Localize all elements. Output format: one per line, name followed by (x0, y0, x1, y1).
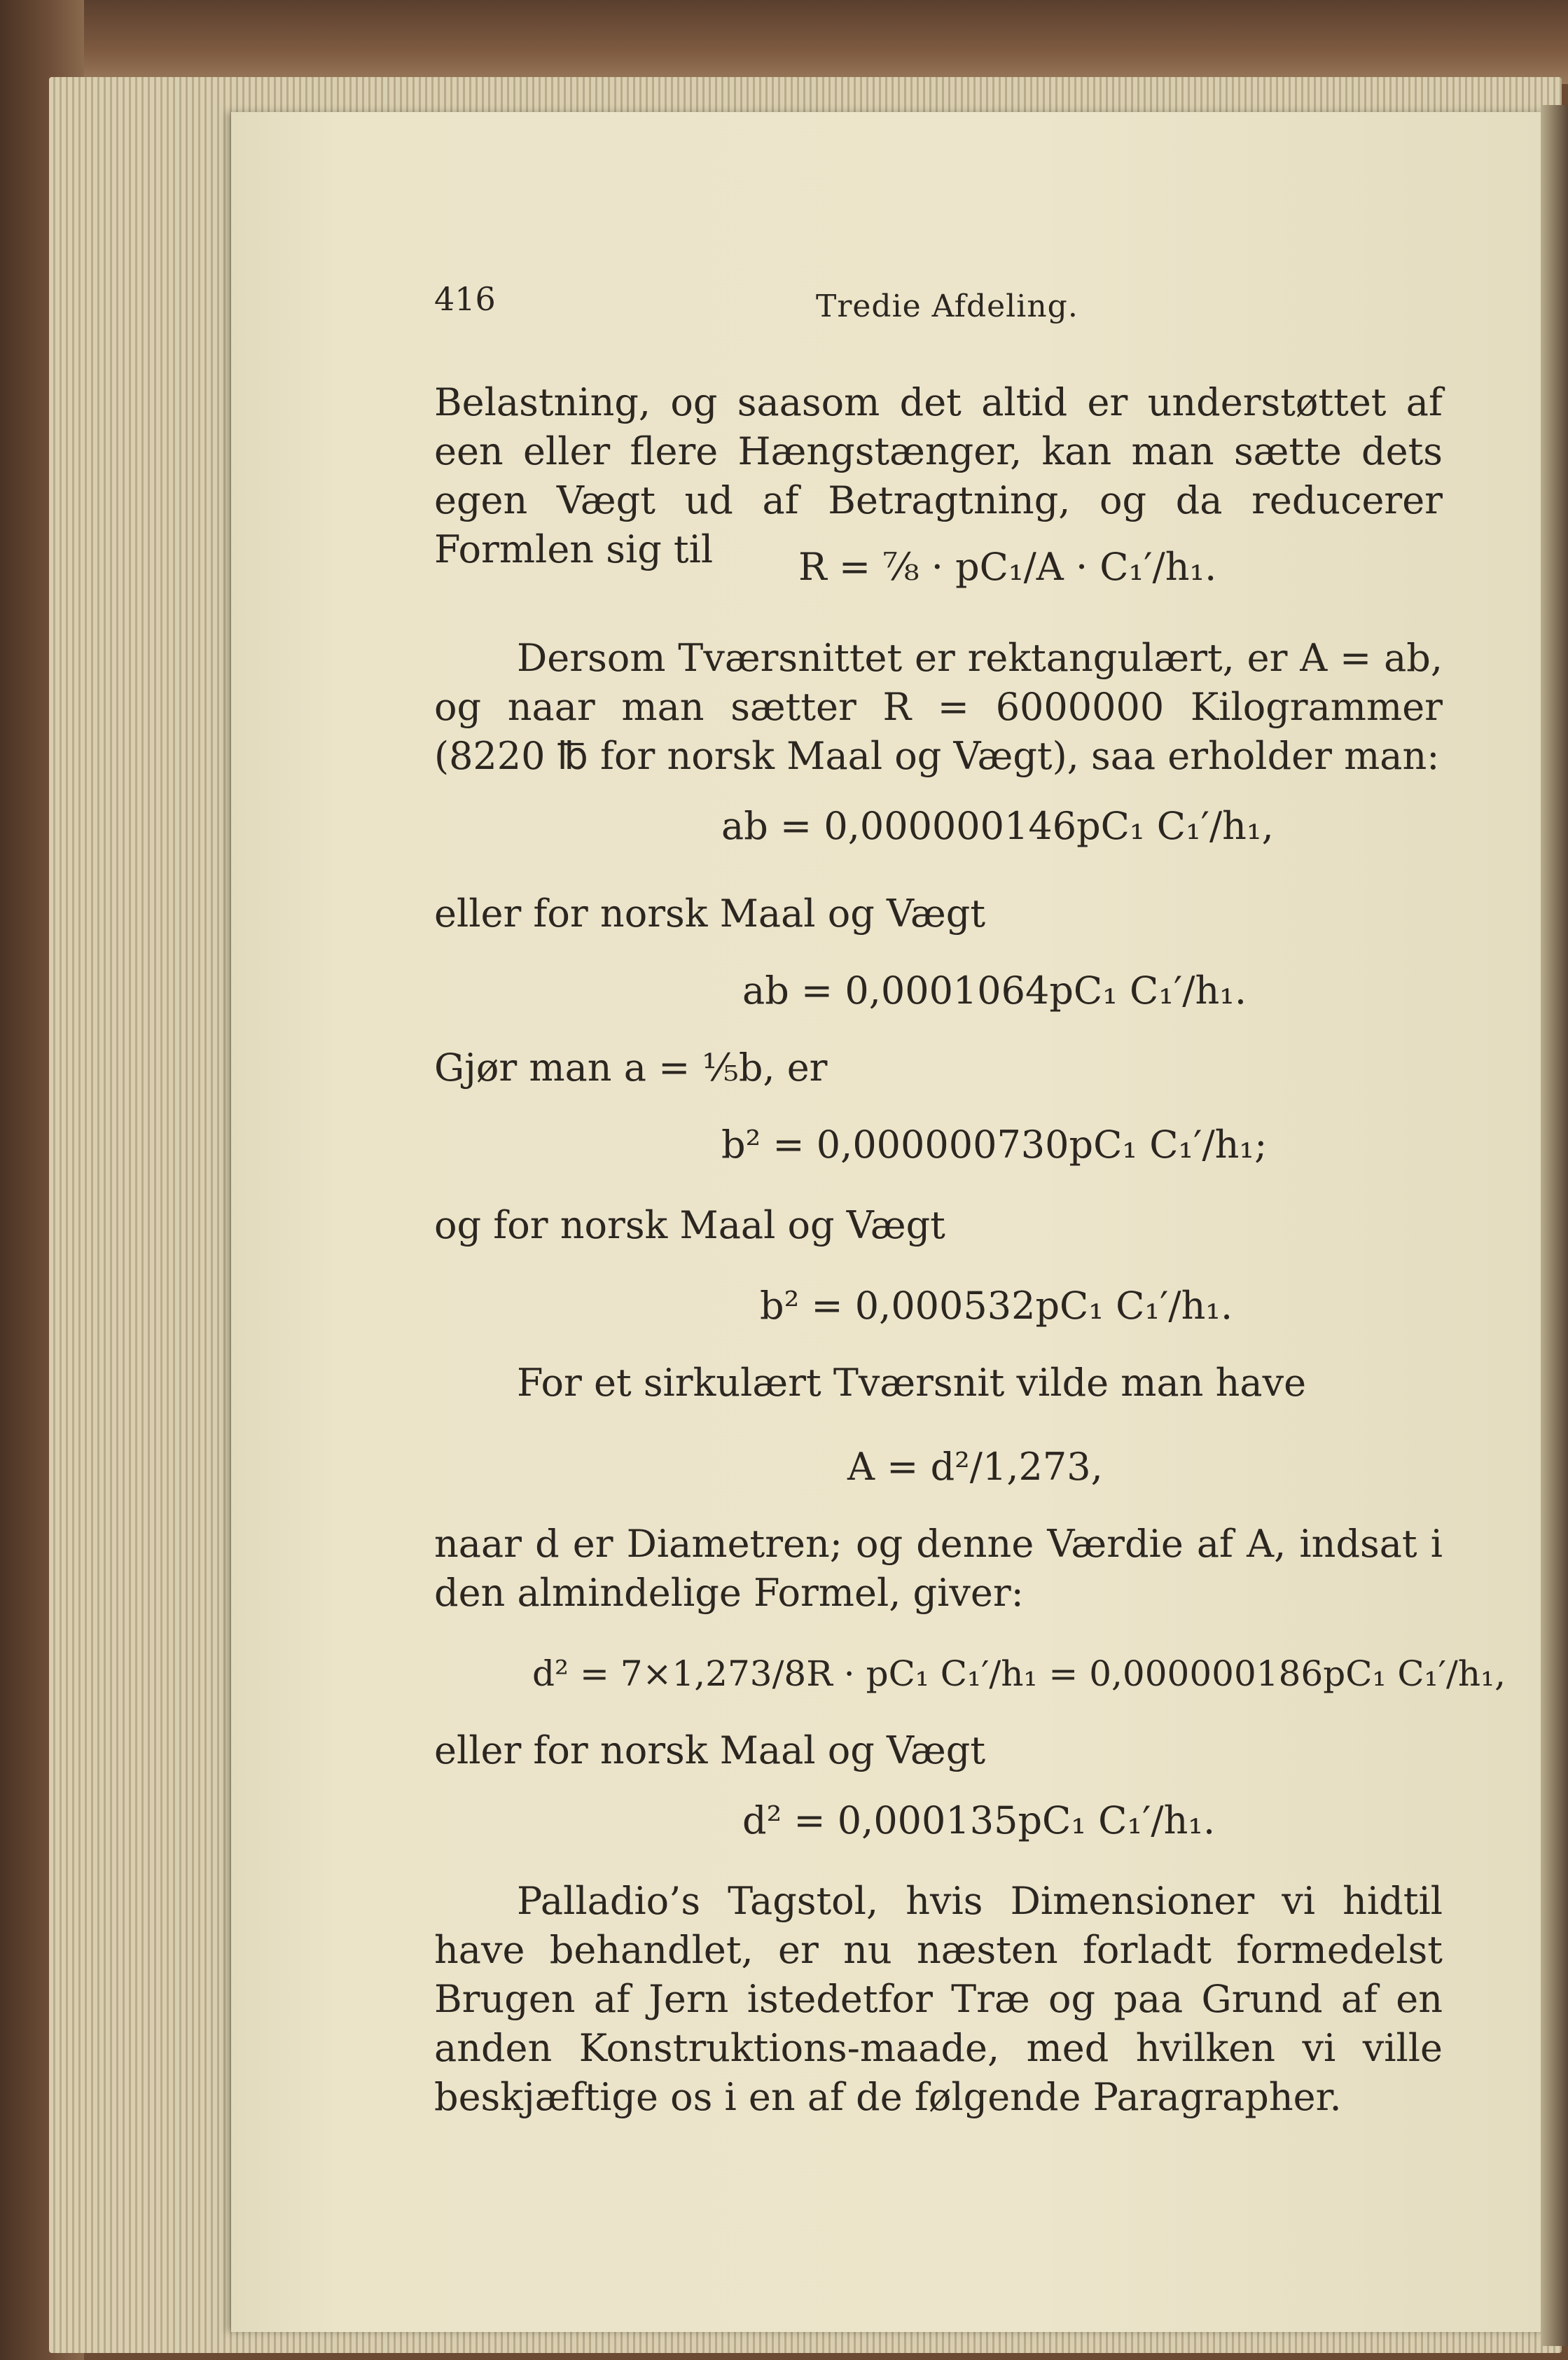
formula-8: d² = 0,000135pC₁ C₁′/h₁. (742, 1798, 1216, 1842)
formula-4: b² = 0,000000730pC₁ C₁′/h₁; (721, 1123, 1268, 1167)
running-header (434, 280, 1443, 329)
formula-1: R = ⅞ · pC₁/A · C₁′/h₁. (798, 545, 1217, 589)
formula-6: A = d²/1,273, (847, 1445, 1103, 1489)
page-number: 416 (434, 280, 496, 318)
paragraph-4: Gjør man a = ⅕b, er (434, 1046, 828, 1090)
paragraph-5: og for norsk Maal og Vægt (434, 1203, 945, 1247)
paragraph-7: naar d er Diametren; og denne Værdie af A, indsat i den almindelige Formel, giver: (434, 1522, 1443, 1615)
paragraph-1: Belastning, og saasom det altid er understøttet af een eller flere Hængstænger, kan man sætte dets egen Vægt ud af Betragtning, og da reducerer Formlen sig til (434, 380, 1443, 571)
paragraph-6: For et sirkulært Tværsnit vilde man have (517, 1361, 1307, 1405)
paragraph-3: eller for norsk Maal og Vægt (434, 891, 986, 936)
formula-2: ab = 0,000000146pC₁ C₁′/h₁, (721, 804, 1274, 848)
formula-5: b² = 0,000532pC₁ C₁′/h₁. (760, 1284, 1233, 1328)
running-title: Tredie Afdeling. (816, 289, 1078, 324)
paragraph-9: Palladio’s Tagstol, hvis Dimensioner vi hidtil have behandlet, er nu næsten forladt formedelst Brugen af Jern istedetfor Træ og paa Grund af en anden Konstruktions-maade, med hvilken vi ville beskjæftige os i en af de følgende Paragrapher. (434, 1879, 1443, 2119)
book-cover-top (0, 0, 1568, 84)
formula-7: d² = 7×1,273/8R · pC₁ C₁′/h₁ = 0,000000186pC₁ C₁′/h₁, (532, 1653, 1506, 1694)
formula-3: ab = 0,0001064pC₁ C₁′/h₁. (742, 969, 1247, 1013)
paragraph-8: eller for norsk Maal og Vægt (434, 1728, 986, 1772)
paragraph-2: Dersom Tværsnittet er rektangulært, er A = ab, og naar man sætter R = 6000000 Kilogrammer (8220 ℔ for norsk Maal og Vægt), saa erholder man: (434, 636, 1443, 778)
gutter-edge (1541, 105, 1568, 2346)
